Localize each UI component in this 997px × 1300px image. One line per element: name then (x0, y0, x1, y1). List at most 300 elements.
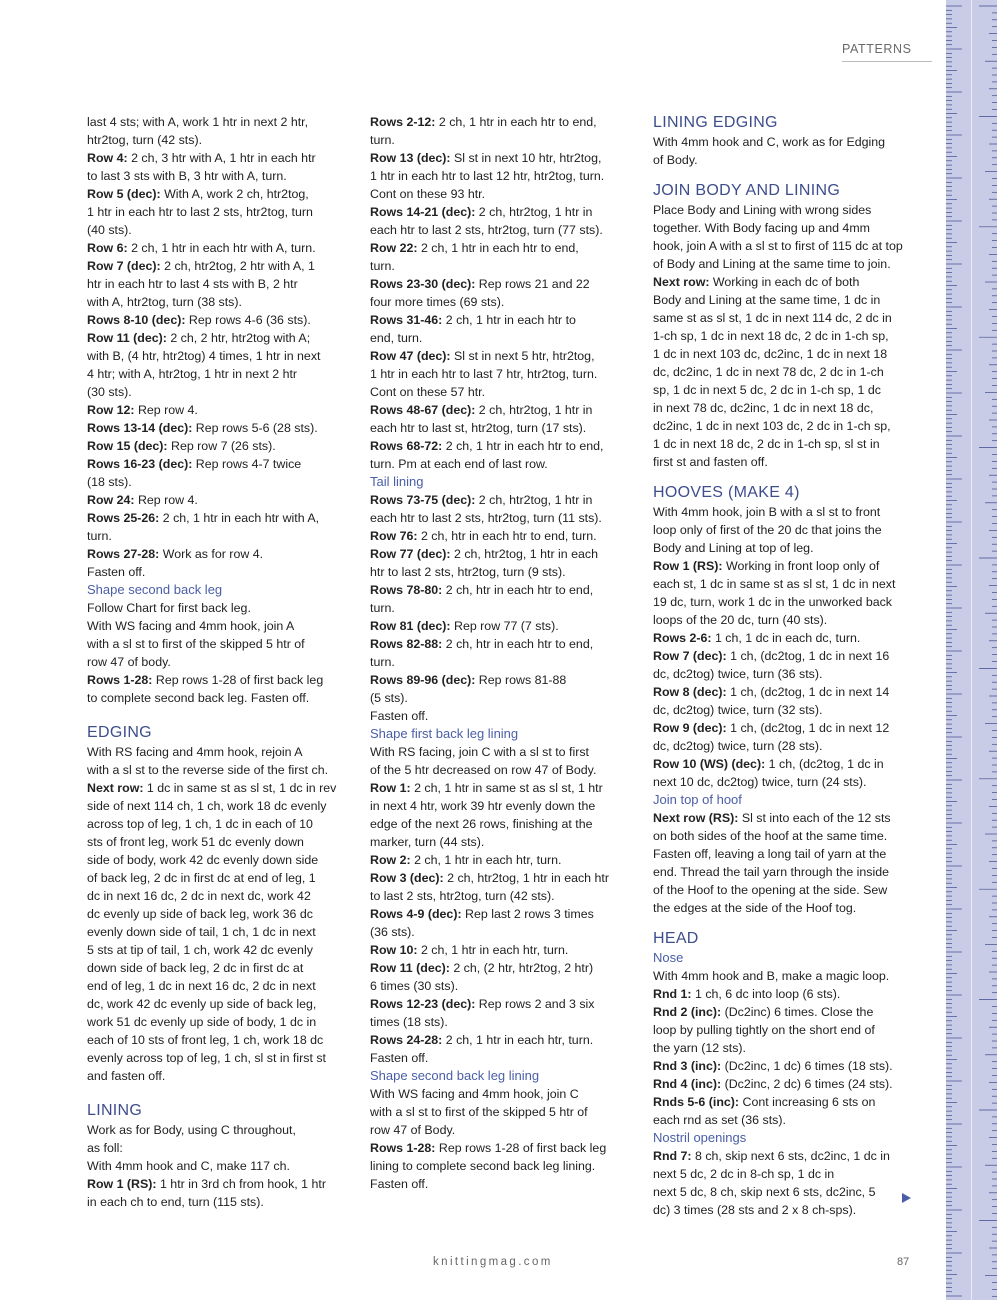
text-line (370, 419, 632, 437)
row-label: Row 76: (370, 529, 418, 543)
text-line (370, 203, 632, 221)
row-label: Row 22: (370, 241, 418, 255)
text-line (370, 239, 632, 257)
row-text: (30 sts). (87, 385, 132, 399)
text-line (370, 797, 632, 815)
section-label: PATTERNS (842, 42, 912, 56)
row-label: Row 5 (dec): (87, 187, 161, 201)
row-text: (Dc2inc, 2 dc) 6 times (24 sts). (721, 1077, 893, 1091)
row-text: 6 times (30 sts). (370, 979, 459, 993)
section-heading: HEAD (653, 930, 699, 947)
row-text: sts of front leg, work 51 dc evenly down (87, 835, 304, 849)
row-text: as foll: (87, 1141, 123, 1155)
text-line (653, 327, 915, 345)
text-line (653, 1183, 915, 1201)
text-line (87, 779, 349, 797)
footer-site: knittingmag.com (433, 1256, 553, 1268)
row-text: side of next 114 ch, 1 ch, work 18 dc evenly (87, 799, 327, 813)
text-line (87, 455, 349, 473)
row-text: dc, dc2inc, 1 dc in next 78 dc, 2 dc in 1-ch (653, 365, 884, 379)
text-line (87, 113, 349, 131)
row-text: Cont increasing 6 sts on (739, 1095, 876, 1109)
row-text: first st and fasten off. (653, 455, 768, 469)
row-text: Place Body and Lining with wrong sides (653, 203, 872, 217)
row-label: Rows 89-96 (dec): (370, 673, 476, 687)
text-line (370, 1013, 632, 1031)
row-text: 2 ch, 1 htr in each htr with A, turn. (127, 241, 316, 255)
row-label: Row 47 (dec): (370, 349, 451, 363)
text-line (370, 1139, 632, 1157)
text-line (370, 491, 632, 509)
row-text: 2 ch, 1 htr in each htr to end, (417, 241, 579, 255)
text-line (653, 719, 915, 737)
row-text: Sl st into each of the 12 sts (738, 811, 891, 825)
row-label: Rnd 4 (inc): (653, 1077, 722, 1091)
row-label: Row 1: (370, 781, 411, 795)
row-text: (18 sts). (87, 475, 132, 489)
text-line (370, 743, 632, 761)
row-text: of the 5 htr decreased on row 47 of Body. (370, 763, 597, 777)
row-text: 1 ch, (dc2tog, 1 dc in next 14 (726, 685, 890, 699)
text-line (370, 275, 632, 293)
text-line (87, 1175, 349, 1193)
row-text: four more times (69 sts). (370, 295, 505, 309)
text-line (370, 527, 632, 545)
row-text: Rep rows 4-7 twice (192, 457, 302, 471)
row-text: down side of back leg, 2 dc in first dc at (87, 961, 304, 975)
row-text: loops of the 20 dc, turn (40 sts). (653, 613, 828, 627)
text-line (87, 329, 349, 347)
row-text: Work as for row 4. (159, 547, 264, 561)
row-text: With 4mm hook and C, work as for Edging (653, 135, 886, 149)
row-text: 1 dc in same st as sl st, 1 dc in rev (143, 781, 337, 795)
row-text: each htr to last 2 sts, htr2tog, turn (11 sts). (370, 511, 602, 525)
text-line (653, 701, 915, 719)
text-line (87, 383, 349, 401)
text-line (370, 977, 632, 995)
spacer (87, 1085, 349, 1101)
text-line (87, 887, 349, 905)
text-line (370, 779, 632, 797)
text-line (653, 381, 915, 399)
row-text: Body and Lining at the same time, 1 dc in (653, 293, 881, 307)
text-line (87, 653, 349, 671)
text-line (653, 273, 915, 291)
text-line (87, 869, 349, 887)
subheading: Tail lining (370, 474, 424, 489)
row-text: with B, (4 htr, htr2tog) 4 times, 1 htr in next (87, 349, 321, 363)
row-label: Row 11 (dec): (370, 961, 450, 975)
row-text: lining to complete second back leg lining. (370, 1159, 596, 1173)
text-line (653, 773, 915, 791)
text-line (87, 1049, 349, 1067)
row-label: Row 8 (dec): (653, 685, 727, 699)
row-text: dc) 3 times (28 sts and 2 x 8 ch-sps). (653, 1203, 857, 1217)
row-text: Fasten off. (87, 565, 146, 579)
ruler-strip (946, 0, 997, 1300)
row-text: 2 ch, 1 htr in each htr, turn. (410, 853, 562, 867)
text-line (653, 1147, 915, 1165)
text-line (370, 1085, 632, 1103)
row-text: and fasten off. (87, 1069, 166, 1083)
text-line (87, 473, 349, 491)
text-line (370, 689, 632, 707)
row-text: 2 ch, 1 htr in each htr, turn. (417, 943, 569, 957)
row-text: each st, 1 dc in same st as sl st, 1 dc in next (653, 577, 896, 591)
text-line (87, 293, 349, 311)
text-line (87, 815, 349, 833)
row-text: Rep row 7 (26 sts). (167, 439, 276, 453)
row-label: Row 13 (dec): (370, 151, 451, 165)
text-line (370, 149, 632, 167)
row-text: same st as sl st, 1 dc in next 114 dc, 2 dc in (653, 311, 892, 325)
row-text: (Dc2inc, 1 dc) 6 times (18 sts). (721, 1059, 893, 1073)
row-text: to last 3 sts with B, 3 htr with A, turn. (87, 169, 287, 183)
row-label: Row 10 (WS) (dec): (653, 757, 766, 771)
row-text: with a sl st to the reverse side of the first ch. (87, 763, 329, 777)
row-text: 1 ch, 6 dc into loop (6 sts). (691, 987, 841, 1001)
row-text: evenly down side of tail, 1 ch, 1 dc in next (87, 925, 316, 939)
row-text: With RS facing, join C with a sl st to first (370, 745, 589, 759)
row-text: 2 ch, htr2tog, 2 htr with A, 1 (160, 259, 315, 273)
row-label: Rows 1-28: (87, 673, 153, 687)
row-text: end of leg, 1 dc in next 16 dc, 2 dc in next (87, 979, 316, 993)
row-text: Working in each dc of both (709, 275, 860, 289)
text-line (370, 869, 632, 887)
text-line (653, 151, 915, 169)
row-label: Rows 12-23 (dec): (370, 997, 476, 1011)
text-line (370, 887, 632, 905)
text-line (370, 311, 632, 329)
row-label: Rnd 2 (inc): (653, 1005, 722, 1019)
row-label: Rows 31-46: (370, 313, 443, 327)
text-line (370, 401, 632, 419)
text-line (653, 863, 915, 881)
row-text: marker, turn (44 sts). (370, 835, 485, 849)
section-heading: JOIN BODY AND LINING (653, 182, 841, 199)
ruler-ticks (946, 0, 997, 1300)
row-text: 1 ch, (dc2tog, 1 dc in (765, 757, 884, 771)
subheading: Shape first back leg lining (370, 726, 519, 741)
text-line (87, 1031, 349, 1049)
subheading: Nostril openings (653, 1130, 747, 1145)
text-line (653, 435, 915, 453)
text-line (370, 671, 632, 689)
row-text: of Body and Lining at the same time to join. (653, 257, 891, 271)
row-label: Rows 82-88: (370, 637, 443, 651)
text-line (370, 437, 632, 455)
text-line (370, 293, 632, 311)
row-text: turn. (370, 601, 395, 615)
row-text: Sl st in next 10 htr, htr2tog, (450, 151, 602, 165)
row-label: Rows 4-9 (dec): (370, 907, 462, 921)
text-line (653, 453, 915, 471)
text-line (87, 149, 349, 167)
row-label: Rows 24-28: (370, 1033, 443, 1047)
row-text: 19 dc, turn, work 1 dc in the unworked back (653, 595, 892, 609)
row-text: dc, dc2tog) twice, turn (28 sts). (653, 739, 823, 753)
text-line (370, 1049, 632, 1067)
row-label: Rows 1-28: (370, 1141, 436, 1155)
text-line (653, 237, 915, 255)
text-line (653, 985, 915, 1003)
text-line (87, 599, 349, 617)
text-line (653, 539, 915, 557)
row-text: Body and Lining at top of leg. (653, 541, 814, 555)
row-text: the edges at the side of the Hoof tog. (653, 901, 857, 915)
row-text: 2 ch, htr2tog, 1 htr in each (450, 547, 598, 561)
row-text: of Body. (653, 153, 698, 167)
column-3 (653, 113, 915, 1219)
row-text: loop by pulling tightly on the short end of (653, 1023, 875, 1037)
row-text: next 5 dc, 8 ch, skip next 6 sts, dc2inc, 5 (653, 1185, 876, 1199)
subheading: Join top of hoof (653, 792, 742, 807)
text-line (370, 455, 632, 473)
text-line (653, 1003, 915, 1021)
text-line (653, 1021, 915, 1039)
row-text: Working in front loop only of (722, 559, 880, 573)
row-text: dc, dc2tog) twice, turn (36 sts). (653, 667, 823, 681)
row-text: each htr to last st, htr2tog, turn (17 sts). (370, 421, 587, 435)
row-text: on both sides of the hoof at the same time. (653, 829, 888, 843)
row-label: Rows 14-21 (dec): (370, 205, 476, 219)
row-text: sp, 1 dc in next 5 dc, 2 dc in 1-ch sp, 1 dc (653, 383, 881, 397)
row-label: Row 7 (dec): (87, 259, 161, 273)
row-text: turn. (87, 529, 112, 543)
text-line (653, 503, 915, 521)
row-label: Row 1 (RS): (87, 1177, 157, 1191)
text-line (87, 941, 349, 959)
text-line (87, 545, 349, 563)
row-text: Fasten off. (370, 1051, 429, 1065)
text-line (653, 1111, 915, 1129)
text-line (87, 509, 349, 527)
text-line (653, 755, 915, 773)
text-line (87, 203, 349, 221)
text-line (87, 437, 349, 455)
row-text: htr2tog, turn (42 sts). (87, 133, 203, 147)
text-line (87, 311, 349, 329)
row-text: Fasten off. (370, 709, 429, 723)
row-label: Rnd 3 (inc): (653, 1059, 722, 1073)
text-line (653, 1057, 915, 1075)
row-text: row 47 of body. (87, 655, 171, 669)
row-text: with a sl st to first of the skipped 5 htr of (87, 637, 305, 651)
row-label: Row 7 (dec): (653, 649, 727, 663)
section-heading: EDGING (87, 724, 152, 741)
row-label: Row 81 (dec): (370, 619, 451, 633)
row-text: htr in each htr to last 4 sts with B, 2 htr (87, 277, 298, 291)
row-label: Rnd 1: (653, 987, 692, 1001)
text-line (653, 219, 915, 237)
row-text: 2 ch, (2 htr, htr2tog, 2 htr) (449, 961, 594, 975)
row-text: (40 sts). (87, 223, 132, 237)
text-line (653, 291, 915, 309)
text-line (370, 995, 632, 1013)
row-text: dc, dc2tog) twice, turn (32 sts). (653, 703, 823, 717)
header-divider (842, 61, 932, 62)
row-text: dc in next 16 dc, 2 dc in next dc, work 42 (87, 889, 311, 903)
text-line (370, 383, 632, 401)
text-line (370, 905, 632, 923)
row-text: side of body, work 42 dc evenly down side (87, 853, 319, 867)
text-line (653, 557, 915, 575)
row-label: Row 1 (RS): (653, 559, 723, 573)
text-line (653, 809, 915, 827)
row-text: dc, work 42 dc evenly up side of back leg, (87, 997, 317, 1011)
text-line (653, 363, 915, 381)
row-text: 2 ch, 2 htr, htr2tog with A; (166, 331, 311, 345)
row-text: Rep rows 4-6 (36 sts). (185, 313, 311, 327)
row-label: Next row: (653, 275, 710, 289)
row-label: Row 10: (370, 943, 418, 957)
row-text: 2 ch, 1 htr in same st as sl st, 1 htr (410, 781, 603, 795)
spacer (653, 169, 915, 181)
text-line (370, 959, 632, 977)
text-line (653, 881, 915, 899)
text-line (653, 827, 915, 845)
text-line (370, 941, 632, 959)
row-text: turn. (370, 655, 395, 669)
row-text: 2 ch, 1 htr in each htr with A, (159, 511, 320, 525)
row-text: (Dc2inc) 6 times. Close the (721, 1005, 874, 1019)
row-text: With WS facing and 4mm hook, join C (370, 1087, 579, 1101)
row-text: Cont on these 57 htr. (370, 385, 486, 399)
row-text: across top of leg, 1 ch, 1 dc in each of 10 (87, 817, 313, 831)
text-line (370, 545, 632, 563)
row-text: each rnd as set (36 sts). (653, 1113, 786, 1127)
row-text: Rep rows 5-6 (28 sts). (192, 421, 318, 435)
row-text: in next 4 htr, work 39 htr evenly down the (370, 799, 596, 813)
text-line (87, 491, 349, 509)
text-line (87, 167, 349, 185)
row-label: Rows 13-14 (dec): (87, 421, 193, 435)
row-label: Rows 68-72: (370, 439, 443, 453)
text-line (370, 833, 632, 851)
row-label: Row 4: (87, 151, 128, 165)
text-line (653, 899, 915, 917)
text-line (653, 399, 915, 417)
text-line (653, 629, 915, 647)
text-line (87, 635, 349, 653)
row-text: 1 dc in next 18 dc, 2 dc in 1-ch sp, sl st in (653, 437, 880, 451)
row-text: 1 dc in next 103 dc, dc2inc, 1 dc in next 18 (653, 347, 888, 361)
row-text: (5 sts). (370, 691, 408, 705)
row-text: dc2inc, 1 dc in next 103 dc, 2 dc in 1-ch sp, (653, 419, 891, 433)
row-label: Rows 16-23 (dec): (87, 457, 193, 471)
row-label: Rows 27-28: (87, 547, 160, 561)
text-line (370, 1103, 632, 1121)
text-line (87, 257, 349, 275)
text-line (370, 347, 632, 365)
row-text: 1 ch, (dc2tog, 1 dc in next 12 (726, 721, 890, 735)
row-text: 2 ch, 1 htr in each htr, turn. (442, 1033, 594, 1047)
text-line (87, 221, 349, 239)
row-text: With A, work 2 ch, htr2tog, (160, 187, 309, 201)
row-text: Cont on these 93 htr. (370, 187, 486, 201)
row-label: Row 15 (dec): (87, 439, 168, 453)
text-line (370, 563, 632, 581)
row-text: Rep row 4. (134, 403, 198, 417)
row-text: Rep rows 81-88 (475, 673, 567, 687)
text-line (370, 1031, 632, 1049)
text-line (87, 977, 349, 995)
row-text: Fasten off. (370, 1177, 429, 1191)
text-line (653, 845, 915, 863)
text-line (653, 665, 915, 683)
row-text: 1-ch sp, 1 dc in next 18 dc, 2 dc in 1-ch sp, (653, 329, 889, 343)
text-line (87, 851, 349, 869)
row-text: 2 ch, htr2tog, 1 htr in each htr (443, 871, 609, 885)
text-line (87, 347, 349, 365)
row-label: Row 12: (87, 403, 135, 417)
text-line (87, 995, 349, 1013)
row-label: Row 77 (dec): (370, 547, 451, 561)
text-line (87, 797, 349, 815)
row-text: each htr to last 2 sts, htr2tog, turn (77 sts). (370, 223, 603, 237)
text-line (370, 851, 632, 869)
text-line (653, 647, 915, 665)
row-text: 1 ch, (dc2tog, 1 dc in next 16 (726, 649, 890, 663)
section-heading: LINING (87, 1102, 143, 1119)
row-text: turn. Pm at each end of last row. (370, 457, 548, 471)
row-text: 1 htr in each htr to last 2 sts, htr2tog, turn (87, 205, 313, 219)
text-line (370, 185, 632, 203)
text-line (653, 1075, 915, 1093)
row-text: Rep rows 2 and 3 six (475, 997, 595, 1011)
subheading: Nose (653, 950, 684, 965)
row-label: Rows 2-12: (370, 115, 436, 129)
row-text: 1 ch, 1 dc in each dc, turn. (711, 631, 861, 645)
row-text: 1 htr in each htr to last 12 htr, htr2tog, turn. (370, 169, 605, 183)
row-label: Rnds 5-6 (inc): (653, 1095, 740, 1109)
row-text: Rep row 77 (7 sts). (450, 619, 559, 633)
row-text: 2 ch, htr2tog, 1 htr in (475, 403, 593, 417)
text-line (87, 689, 349, 707)
text-line (653, 737, 915, 755)
text-line (87, 1139, 349, 1157)
row-text: Work as for Body, using C throughout, (87, 1123, 296, 1137)
row-text: dc evenly up side of back leg, work 36 dc (87, 907, 313, 921)
text-line (370, 113, 632, 131)
page-number: 87 (897, 1256, 910, 1268)
row-text: With 4mm hook and B, make a magic loop. (653, 969, 890, 983)
row-text: loop only of first of the 20 dc that joins the (653, 523, 882, 537)
row-text: edge of the next 26 rows, finishing at the (370, 817, 593, 831)
row-text: Sl st in next 5 htr, htr2tog, (450, 349, 595, 363)
text-line (370, 599, 632, 617)
text-line (87, 671, 349, 689)
text-line (653, 521, 915, 539)
column-2 (370, 113, 632, 1193)
row-text: 2 ch, htr in each htr to end, turn. (417, 529, 597, 543)
text-line (370, 257, 632, 275)
row-text: 2 ch, htr2tog, 1 htr in (475, 493, 593, 507)
row-text: 2 ch, 1 htr in each htr to end, (442, 439, 604, 453)
text-line (370, 329, 632, 347)
row-text: Fasten off, leaving a long tail of yarn at the (653, 847, 887, 861)
row-text: next 5 dc, 2 dc in 8-ch sp, 1 dc in (653, 1167, 835, 1181)
row-text: to complete second back leg. Fasten off. (87, 691, 310, 705)
text-line (87, 239, 349, 257)
text-line (87, 761, 349, 779)
row-text: each of 10 sts of front leg, 1 ch, work 18 dc (87, 1033, 324, 1047)
row-text: with A, htr2tog, turn (38 sts). (87, 295, 242, 309)
row-label: Row 24: (87, 493, 135, 507)
text-line (653, 575, 915, 593)
continue-arrow-icon (902, 1193, 911, 1203)
row-text: last 4 sts; with A, work 1 htr in next 2 htr, (87, 115, 309, 129)
